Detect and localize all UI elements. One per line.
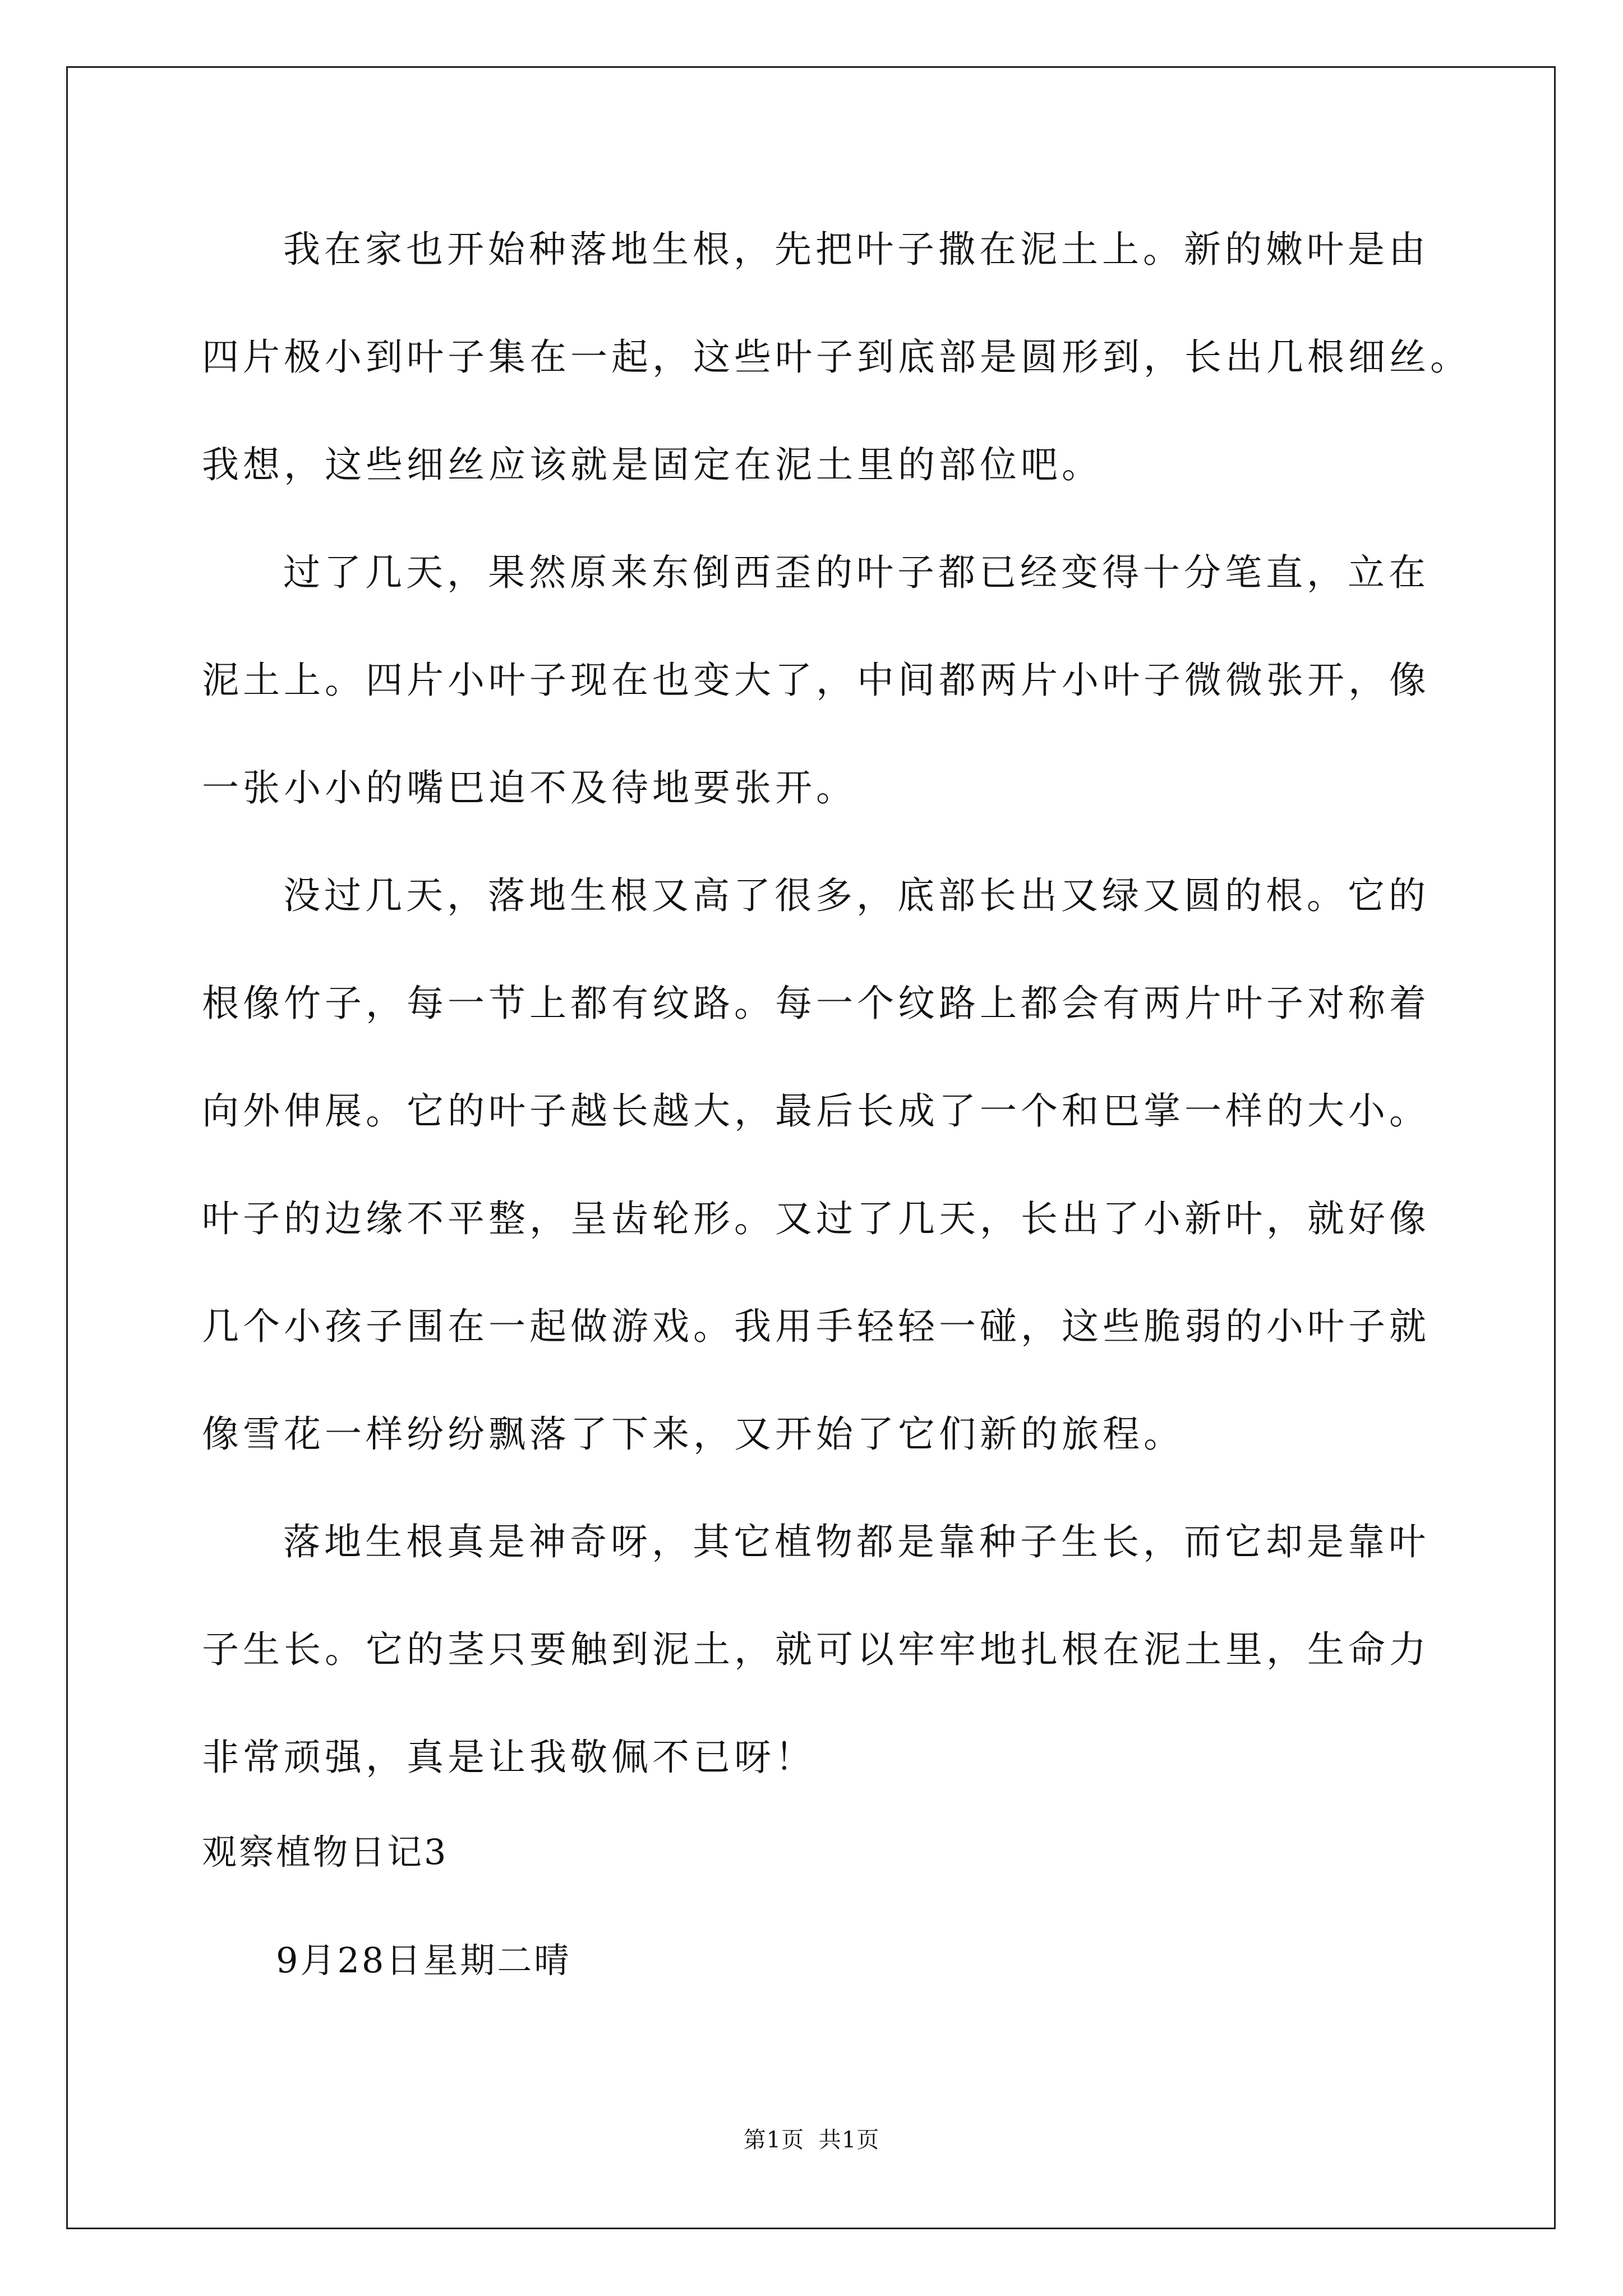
paragraph-3-line-4: 叶子的边缘不平整，呈齿轮形。又过了几天，长出了小新叶，就好像 xyxy=(202,1197,1430,1240)
paragraph-4-line-3: 非常顽强，真是让我敬佩不已呀！ xyxy=(202,1736,816,1779)
date-line: 9月28日星期二晴 xyxy=(276,1940,571,1981)
paragraph-4-line-2: 子生长。它的茎只要触到泥土，就可以牢牢地扎根在泥土里，生命力 xyxy=(202,1628,1430,1671)
paragraph-2-line-3: 一张小小的嘴巴迫不及待地要张开。 xyxy=(202,766,857,809)
paragraph-3-line-2: 根像竹子，每一节上都有纹路。每一个纹路上都会有两片叶子对称着 xyxy=(202,982,1430,1025)
paragraph-4-line-1: 落地生根真是神奇呀，其它植物都是靠种子生长，而它却是靠叶 xyxy=(283,1520,1430,1563)
paragraph-1-line-1: 我在家也开始种落地生根，先把叶子撒在泥土上。新的嫩叶是由 xyxy=(283,228,1430,271)
paragraph-1-line-2: 四片极小到叶子集在一起，这些叶子到底部是圆形到，长出几根细丝。 xyxy=(202,335,1471,379)
paragraph-3-line-5: 几个小孩子围在一起做游戏。我用手轻轻一碰，这些脆弱的小叶子就 xyxy=(202,1305,1430,1348)
page-footer xyxy=(0,2126,1623,2154)
paragraph-3-line-6: 像雪花一样纷纷飘落了下来，又开始了它们新的旅程。 xyxy=(202,1412,1184,1456)
page-number-label: 第1页 xyxy=(743,2127,805,2153)
section-heading: 观察植物日记3 xyxy=(202,1832,449,1872)
paragraph-2-line-1: 过了几天，果然原来东倒西歪的叶子都已经变得十分笔直，立在 xyxy=(283,551,1430,594)
paragraph-3-line-3: 向外伸展。它的叶子越长越大，最后长成了一个和巴掌一样的大小。 xyxy=(202,1089,1430,1133)
paragraph-2-line-2: 泥土上。四片小叶子现在也变大了，中间都两片小叶子微微张开，像 xyxy=(202,659,1430,702)
paragraph-3-line-1: 没过几天，落地生根又高了很多，底部长出又绿又圆的根。它的 xyxy=(283,874,1430,917)
total-pages-label: 共1页 xyxy=(818,2127,880,2153)
paragraph-1-line-3: 我想，这些细丝应该就是固定在泥土里的部位吧。 xyxy=(202,443,1103,486)
